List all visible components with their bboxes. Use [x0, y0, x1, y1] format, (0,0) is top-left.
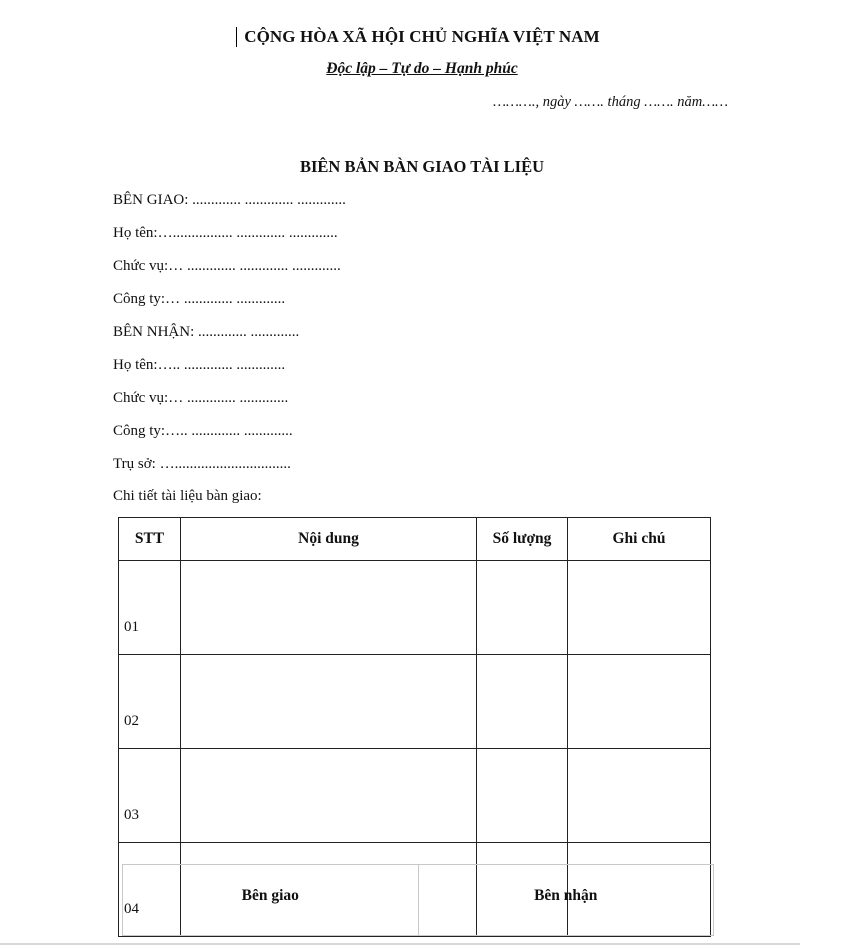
table-header-row [119, 518, 711, 561]
signature-giver: Bên giao [241, 887, 299, 904]
table-row [119, 749, 711, 843]
cell-note [568, 561, 711, 655]
field-giver-name: Họ tên:…................ ............. ............. [113, 225, 338, 241]
date-line: ………., ngày ……. tháng ……. năm…… [493, 94, 728, 110]
cell-stt: 04 [119, 843, 181, 937]
header-quantity: Số lượng [477, 518, 568, 561]
national-title: CỘNG HÒA XÃ HỘI CHỦ NGHĨA VIỆT NAM [244, 27, 600, 46]
cell-content [181, 655, 477, 749]
signature-table [122, 864, 714, 936]
cell-quantity [477, 561, 568, 655]
field-receiver-name: Họ tên:….. ............. ............. [113, 357, 286, 373]
field-receiver-address: Trụ sở: …............................... [113, 456, 291, 472]
cell-stt: 01 [119, 561, 181, 655]
field-receiver-position: Chức vụ:… ............. ............. [113, 390, 289, 406]
cell-note [568, 749, 711, 843]
cell-content [181, 561, 477, 655]
field-ben-giao: BÊN GIAO: ............. ............. ............. [113, 192, 346, 208]
table-row [119, 655, 711, 749]
cell-quantity [477, 749, 568, 843]
document-title: BIÊN BẢN BÀN GIAO TÀI LIỆU [299, 157, 545, 176]
cell-content [181, 749, 477, 843]
header-stt: STT [119, 518, 181, 561]
field-receiver-company: Công ty:….. ............. ............. [113, 423, 293, 439]
cell-stt: 03 [119, 749, 181, 843]
national-motto: Độc lập – Tự do – Hạnh phúc [326, 60, 518, 77]
table-row [119, 561, 711, 655]
page-bottom-divider [0, 943, 800, 945]
field-ben-nhan: BÊN NHẬN: ............. ............. [113, 324, 300, 340]
header-content: Nội dung [181, 518, 477, 561]
header-note: Ghi chú [568, 518, 711, 561]
field-giver-position: Chức vụ:… ............. ............. ............. [113, 258, 341, 274]
field-giver-company: Công ty:… ............. ............. [113, 291, 286, 307]
cell-note [568, 655, 711, 749]
table-caption: Chi tiết tài liệu bàn giao: [113, 488, 262, 504]
cell-stt: 02 [119, 655, 181, 749]
cell-quantity [477, 655, 568, 749]
signature-receiver: Bên nhận [418, 865, 714, 935]
